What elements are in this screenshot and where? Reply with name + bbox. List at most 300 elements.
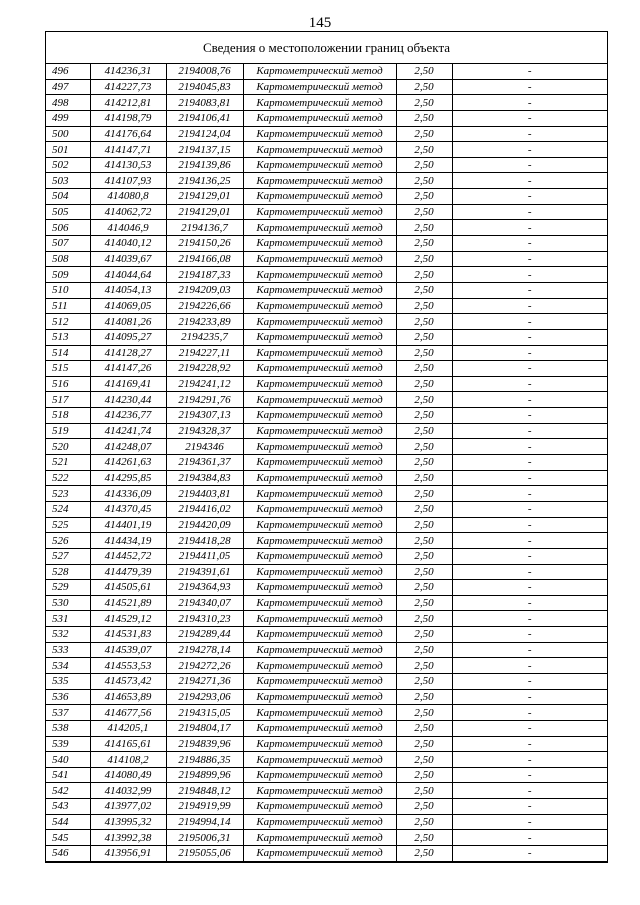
accuracy-cell: 2,50: [396, 595, 452, 611]
method-cell: Картометрический метод: [243, 95, 396, 111]
table-row: [46, 251, 607, 267]
x-coordinate-cell: 414553,53: [90, 658, 166, 674]
point-number-cell: 539: [46, 736, 90, 752]
accuracy-cell: 2,50: [396, 673, 452, 689]
point-number-cell: 537: [46, 705, 90, 721]
note-cell: -: [452, 595, 607, 611]
x-coordinate-cell: 414677,56: [90, 705, 166, 721]
table-row: [46, 408, 607, 424]
accuracy-cell: 2,50: [396, 611, 452, 627]
table-row: [46, 611, 607, 627]
y-coordinate-cell: 2195006,31: [166, 830, 243, 846]
point-number-cell: 536: [46, 689, 90, 705]
accuracy-cell: 2,50: [396, 392, 452, 408]
point-number-cell: 497: [46, 79, 90, 95]
accuracy-cell: 2,50: [396, 345, 452, 361]
point-number-cell: 514: [46, 345, 90, 361]
note-cell: -: [452, 361, 607, 377]
accuracy-cell: 2,50: [396, 470, 452, 486]
table-row: [46, 314, 607, 330]
y-coordinate-cell: 2194418,28: [166, 533, 243, 549]
y-coordinate-cell: 2194139,86: [166, 157, 243, 173]
note-cell: -: [452, 189, 607, 205]
point-number-cell: 542: [46, 783, 90, 799]
point-number-cell: 504: [46, 189, 90, 205]
table-row: [46, 846, 607, 862]
x-coordinate-cell: 414080,8: [90, 189, 166, 205]
point-number-cell: 498: [46, 95, 90, 111]
y-coordinate-cell: 2194045,83: [166, 79, 243, 95]
y-coordinate-cell: 2194083,81: [166, 95, 243, 111]
method-cell: Картометрический метод: [243, 142, 396, 158]
y-coordinate-cell: 2194209,03: [166, 282, 243, 298]
accuracy-cell: 2,50: [396, 126, 452, 142]
y-coordinate-cell: 2195055,06: [166, 846, 243, 862]
page-number: 145: [308, 15, 332, 31]
note-cell: -: [452, 705, 607, 721]
x-coordinate-cell: 414205,1: [90, 720, 166, 736]
method-cell: Картометрический метод: [243, 627, 396, 643]
table-row: [46, 783, 607, 799]
table-row: [46, 705, 607, 721]
table-row: [46, 423, 607, 439]
point-number-cell: 527: [46, 548, 90, 564]
point-number-cell: 532: [46, 627, 90, 643]
note-cell: -: [452, 236, 607, 252]
x-coordinate-cell: 414176,64: [90, 126, 166, 142]
table-row: [46, 830, 607, 846]
method-cell: Картометрический метод: [243, 408, 396, 424]
x-coordinate-cell: 414227,73: [90, 79, 166, 95]
y-coordinate-cell: 2194310,23: [166, 611, 243, 627]
note-cell: -: [452, 142, 607, 158]
table-row: [46, 173, 607, 189]
note-cell: -: [452, 376, 607, 392]
y-coordinate-cell: 2194361,37: [166, 455, 243, 471]
x-coordinate-cell: 413956,91: [90, 846, 166, 862]
note-cell: -: [452, 470, 607, 486]
method-cell: Картометрический метод: [243, 501, 396, 517]
y-coordinate-cell: 2194403,81: [166, 486, 243, 502]
table-row: [46, 486, 607, 502]
x-coordinate-cell: 414529,12: [90, 611, 166, 627]
accuracy-cell: 2,50: [396, 64, 452, 79]
x-coordinate-cell: 414062,72: [90, 204, 166, 220]
method-cell: Картометрический метод: [243, 752, 396, 768]
y-coordinate-cell: 2194241,12: [166, 376, 243, 392]
x-coordinate-cell: 414147,71: [90, 142, 166, 158]
x-coordinate-cell: 414039,67: [90, 251, 166, 267]
accuracy-cell: 2,50: [396, 157, 452, 173]
note-cell: -: [452, 79, 607, 95]
y-coordinate-cell: 2194278,14: [166, 642, 243, 658]
accuracy-cell: 2,50: [396, 204, 452, 220]
table-row: [46, 376, 607, 392]
table-row: [46, 517, 607, 533]
y-coordinate-cell: 2194307,13: [166, 408, 243, 424]
y-coordinate-cell: 2194272,26: [166, 658, 243, 674]
y-coordinate-cell: 2194129,01: [166, 189, 243, 205]
x-coordinate-cell: 414165,61: [90, 736, 166, 752]
accuracy-cell: 2,50: [396, 189, 452, 205]
method-cell: Картометрический метод: [243, 423, 396, 439]
method-cell: Картометрический метод: [243, 220, 396, 236]
note-cell: -: [452, 345, 607, 361]
table-row: [46, 142, 607, 158]
x-coordinate-cell: 414198,79: [90, 110, 166, 126]
y-coordinate-cell: 2194919,99: [166, 799, 243, 815]
x-coordinate-cell: 414147,26: [90, 361, 166, 377]
method-cell: Картометрический метод: [243, 392, 396, 408]
note-cell: -: [452, 298, 607, 314]
table-row: [46, 533, 607, 549]
note-cell: -: [452, 501, 607, 517]
accuracy-cell: 2,50: [396, 814, 452, 830]
x-coordinate-cell: 414212,81: [90, 95, 166, 111]
x-coordinate-cell: 414241,74: [90, 423, 166, 439]
note-cell: -: [452, 157, 607, 173]
method-cell: Картометрический метод: [243, 329, 396, 345]
accuracy-cell: 2,50: [396, 517, 452, 533]
point-number-cell: 531: [46, 611, 90, 627]
table-row: [46, 720, 607, 736]
y-coordinate-cell: 2194227,11: [166, 345, 243, 361]
method-cell: Картометрический метод: [243, 595, 396, 611]
x-coordinate-cell: 414531,83: [90, 627, 166, 643]
note-cell: -: [452, 658, 607, 674]
point-number-cell: 511: [46, 298, 90, 314]
x-coordinate-cell: 414452,72: [90, 548, 166, 564]
method-cell: Картометрический метод: [243, 79, 396, 95]
accuracy-cell: 2,50: [396, 830, 452, 846]
x-coordinate-cell: 414046,9: [90, 220, 166, 236]
accuracy-cell: 2,50: [396, 95, 452, 111]
table-row: [46, 298, 607, 314]
point-number-cell: 529: [46, 580, 90, 596]
point-number-cell: 499: [46, 110, 90, 126]
method-cell: Картометрический метод: [243, 642, 396, 658]
note-cell: -: [452, 408, 607, 424]
point-number-cell: 510: [46, 282, 90, 298]
note-cell: -: [452, 627, 607, 643]
method-cell: Картометрический метод: [243, 110, 396, 126]
method-cell: Картометрический метод: [243, 282, 396, 298]
method-cell: Картометрический метод: [243, 799, 396, 815]
point-number-cell: 506: [46, 220, 90, 236]
y-coordinate-cell: 2194886,35: [166, 752, 243, 768]
accuracy-cell: 2,50: [396, 486, 452, 502]
method-cell: Картометрический метод: [243, 455, 396, 471]
method-cell: Картометрический метод: [243, 189, 396, 205]
point-number-cell: 503: [46, 173, 90, 189]
method-cell: Картометрический метод: [243, 705, 396, 721]
y-coordinate-cell: 2194839,96: [166, 736, 243, 752]
point-number-cell: 524: [46, 501, 90, 517]
point-number-cell: 517: [46, 392, 90, 408]
y-coordinate-cell: 2194420,09: [166, 517, 243, 533]
accuracy-cell: 2,50: [396, 736, 452, 752]
x-coordinate-cell: 413992,38: [90, 830, 166, 846]
point-number-cell: 508: [46, 251, 90, 267]
accuracy-cell: 2,50: [396, 642, 452, 658]
y-coordinate-cell: 2194228,92: [166, 361, 243, 377]
table-row: [46, 204, 607, 220]
table-row: [46, 595, 607, 611]
point-number-cell: 543: [46, 799, 90, 815]
accuracy-cell: 2,50: [396, 533, 452, 549]
note-cell: -: [452, 439, 607, 455]
y-coordinate-cell: 2194136,25: [166, 173, 243, 189]
table-row: [46, 627, 607, 643]
x-coordinate-cell: 414236,31: [90, 64, 166, 79]
method-cell: Картометрический метод: [243, 783, 396, 799]
x-coordinate-cell: 414128,27: [90, 345, 166, 361]
y-coordinate-cell: 2194899,96: [166, 767, 243, 783]
table-row: [46, 501, 607, 517]
y-coordinate-cell: 2194416,02: [166, 501, 243, 517]
accuracy-cell: 2,50: [396, 705, 452, 721]
method-cell: Картометрический метод: [243, 720, 396, 736]
x-coordinate-cell: 414236,77: [90, 408, 166, 424]
boundary-table-frame: [45, 31, 608, 863]
method-cell: Картометрический метод: [243, 361, 396, 377]
x-coordinate-cell: 414370,45: [90, 501, 166, 517]
point-number-cell: 513: [46, 329, 90, 345]
note-cell: -: [452, 267, 607, 283]
note-cell: -: [452, 64, 607, 79]
accuracy-cell: 2,50: [396, 439, 452, 455]
method-cell: Картометрический метод: [243, 157, 396, 173]
point-number-cell: 546: [46, 846, 90, 862]
note-cell: -: [452, 830, 607, 846]
y-coordinate-cell: 2194289,44: [166, 627, 243, 643]
note-cell: -: [452, 799, 607, 815]
point-number-cell: 535: [46, 673, 90, 689]
accuracy-cell: 2,50: [396, 361, 452, 377]
accuracy-cell: 2,50: [396, 689, 452, 705]
table-row: [46, 799, 607, 815]
accuracy-cell: 2,50: [396, 173, 452, 189]
y-coordinate-cell: 2194346: [166, 439, 243, 455]
note-cell: -: [452, 392, 607, 408]
method-cell: Картометрический метод: [243, 126, 396, 142]
note-cell: -: [452, 689, 607, 705]
accuracy-cell: 2,50: [396, 236, 452, 252]
accuracy-cell: 2,50: [396, 329, 452, 345]
method-cell: Картометрический метод: [243, 830, 396, 846]
x-coordinate-cell: 414169,41: [90, 376, 166, 392]
point-number-cell: 541: [46, 767, 90, 783]
x-coordinate-cell: 414230,44: [90, 392, 166, 408]
x-coordinate-cell: 414295,85: [90, 470, 166, 486]
table-row: [46, 455, 607, 471]
accuracy-cell: 2,50: [396, 501, 452, 517]
point-number-cell: 545: [46, 830, 90, 846]
table-row: [46, 329, 607, 345]
table-caption: Сведения о местоположении границ объекта: [46, 32, 607, 64]
x-coordinate-cell: 414505,61: [90, 580, 166, 596]
method-cell: Картометрический метод: [243, 580, 396, 596]
accuracy-cell: 2,50: [396, 658, 452, 674]
note-cell: -: [452, 673, 607, 689]
x-coordinate-cell: 414573,42: [90, 673, 166, 689]
table-row: [46, 658, 607, 674]
table-row: [46, 64, 607, 79]
x-coordinate-cell: 414401,19: [90, 517, 166, 533]
table-row: [46, 361, 607, 377]
accuracy-cell: 2,50: [396, 267, 452, 283]
y-coordinate-cell: 2194328,37: [166, 423, 243, 439]
point-number-cell: 523: [46, 486, 90, 502]
method-cell: Картометрический метод: [243, 376, 396, 392]
x-coordinate-cell: 414107,93: [90, 173, 166, 189]
y-coordinate-cell: 2194391,61: [166, 564, 243, 580]
y-coordinate-cell: 2194166,08: [166, 251, 243, 267]
method-cell: Картометрический метод: [243, 611, 396, 627]
note-cell: -: [452, 564, 607, 580]
method-cell: Картометрический метод: [243, 673, 396, 689]
accuracy-cell: 2,50: [396, 627, 452, 643]
x-coordinate-cell: 414261,63: [90, 455, 166, 471]
accuracy-cell: 2,50: [396, 846, 452, 862]
note-cell: -: [452, 423, 607, 439]
note-cell: -: [452, 95, 607, 111]
note-cell: -: [452, 580, 607, 596]
y-coordinate-cell: 2194137,15: [166, 142, 243, 158]
note-cell: -: [452, 486, 607, 502]
y-coordinate-cell: 2194136,7: [166, 220, 243, 236]
method-cell: Картометрический метод: [243, 470, 396, 486]
point-number-cell: 544: [46, 814, 90, 830]
table-row: [46, 392, 607, 408]
method-cell: Картометрический метод: [243, 658, 396, 674]
y-coordinate-cell: 2194187,33: [166, 267, 243, 283]
method-cell: Картометрический метод: [243, 251, 396, 267]
note-cell: -: [452, 720, 607, 736]
point-number-cell: 521: [46, 455, 90, 471]
method-cell: Картометрический метод: [243, 517, 396, 533]
note-cell: -: [452, 329, 607, 345]
method-cell: Картометрический метод: [243, 533, 396, 549]
accuracy-cell: 2,50: [396, 799, 452, 815]
y-coordinate-cell: 2194124,04: [166, 126, 243, 142]
note-cell: -: [452, 611, 607, 627]
note-cell: -: [452, 455, 607, 471]
y-coordinate-cell: 2194226,66: [166, 298, 243, 314]
point-number-cell: 505: [46, 204, 90, 220]
accuracy-cell: 2,50: [396, 142, 452, 158]
table-row: [46, 736, 607, 752]
x-coordinate-cell: 414095,27: [90, 329, 166, 345]
x-coordinate-cell: 414653,89: [90, 689, 166, 705]
x-coordinate-cell: 414040,12: [90, 236, 166, 252]
point-number-cell: 500: [46, 126, 90, 142]
y-coordinate-cell: 2194293,06: [166, 689, 243, 705]
point-number-cell: 509: [46, 267, 90, 283]
x-coordinate-cell: 414521,89: [90, 595, 166, 611]
accuracy-cell: 2,50: [396, 298, 452, 314]
method-cell: Картометрический метод: [243, 486, 396, 502]
point-number-cell: 502: [46, 157, 90, 173]
table-row: [46, 767, 607, 783]
table-row: [46, 126, 607, 142]
method-cell: Картометрический метод: [243, 204, 396, 220]
accuracy-cell: 2,50: [396, 580, 452, 596]
table-row: [46, 752, 607, 768]
method-cell: Картометрический метод: [243, 64, 396, 79]
x-coordinate-cell: 414044,64: [90, 267, 166, 283]
table-row: [46, 157, 607, 173]
y-coordinate-cell: 2194008,76: [166, 64, 243, 79]
method-cell: Картометрический метод: [243, 314, 396, 330]
accuracy-cell: 2,50: [396, 220, 452, 236]
accuracy-cell: 2,50: [396, 455, 452, 471]
accuracy-cell: 2,50: [396, 720, 452, 736]
accuracy-cell: 2,50: [396, 564, 452, 580]
note-cell: -: [452, 282, 607, 298]
y-coordinate-cell: 2194364,93: [166, 580, 243, 596]
accuracy-cell: 2,50: [396, 376, 452, 392]
y-coordinate-cell: 2194291,76: [166, 392, 243, 408]
note-cell: -: [452, 736, 607, 752]
accuracy-cell: 2,50: [396, 423, 452, 439]
table-row: [46, 548, 607, 564]
accuracy-cell: 2,50: [396, 79, 452, 95]
method-cell: Картометрический метод: [243, 814, 396, 830]
point-number-cell: 520: [46, 439, 90, 455]
note-cell: -: [452, 767, 607, 783]
note-cell: -: [452, 220, 607, 236]
table-row: [46, 95, 607, 111]
table-row: [46, 189, 607, 205]
method-cell: Картометрический метод: [243, 548, 396, 564]
table-row: [46, 79, 607, 95]
y-coordinate-cell: 2194315,05: [166, 705, 243, 721]
x-coordinate-cell: 414336,09: [90, 486, 166, 502]
method-cell: Картометрический метод: [243, 267, 396, 283]
method-cell: Картометрический метод: [243, 173, 396, 189]
y-coordinate-cell: 2194233,89: [166, 314, 243, 330]
y-coordinate-cell: 2194804,17: [166, 720, 243, 736]
y-coordinate-cell: 2194271,36: [166, 673, 243, 689]
note-cell: -: [452, 110, 607, 126]
table-row: [46, 470, 607, 486]
x-coordinate-cell: 413995,32: [90, 814, 166, 830]
accuracy-cell: 2,50: [396, 110, 452, 126]
note-cell: -: [452, 173, 607, 189]
note-cell: -: [452, 783, 607, 799]
point-number-cell: 516: [46, 376, 90, 392]
point-number-cell: 512: [46, 314, 90, 330]
point-number-cell: 534: [46, 658, 90, 674]
method-cell: Картометрический метод: [243, 236, 396, 252]
point-number-cell: 540: [46, 752, 90, 768]
table-row: [46, 267, 607, 283]
x-coordinate-cell: 413977,02: [90, 799, 166, 815]
table-row: [46, 282, 607, 298]
method-cell: Картометрический метод: [243, 298, 396, 314]
point-number-cell: 507: [46, 236, 90, 252]
point-number-cell: 519: [46, 423, 90, 439]
table-row: [46, 439, 607, 455]
point-number-cell: 522: [46, 470, 90, 486]
x-coordinate-cell: 414434,19: [90, 533, 166, 549]
accuracy-cell: 2,50: [396, 752, 452, 768]
x-coordinate-cell: 414108,2: [90, 752, 166, 768]
point-number-cell: 518: [46, 408, 90, 424]
table-row: [46, 564, 607, 580]
y-coordinate-cell: 2194848,12: [166, 783, 243, 799]
